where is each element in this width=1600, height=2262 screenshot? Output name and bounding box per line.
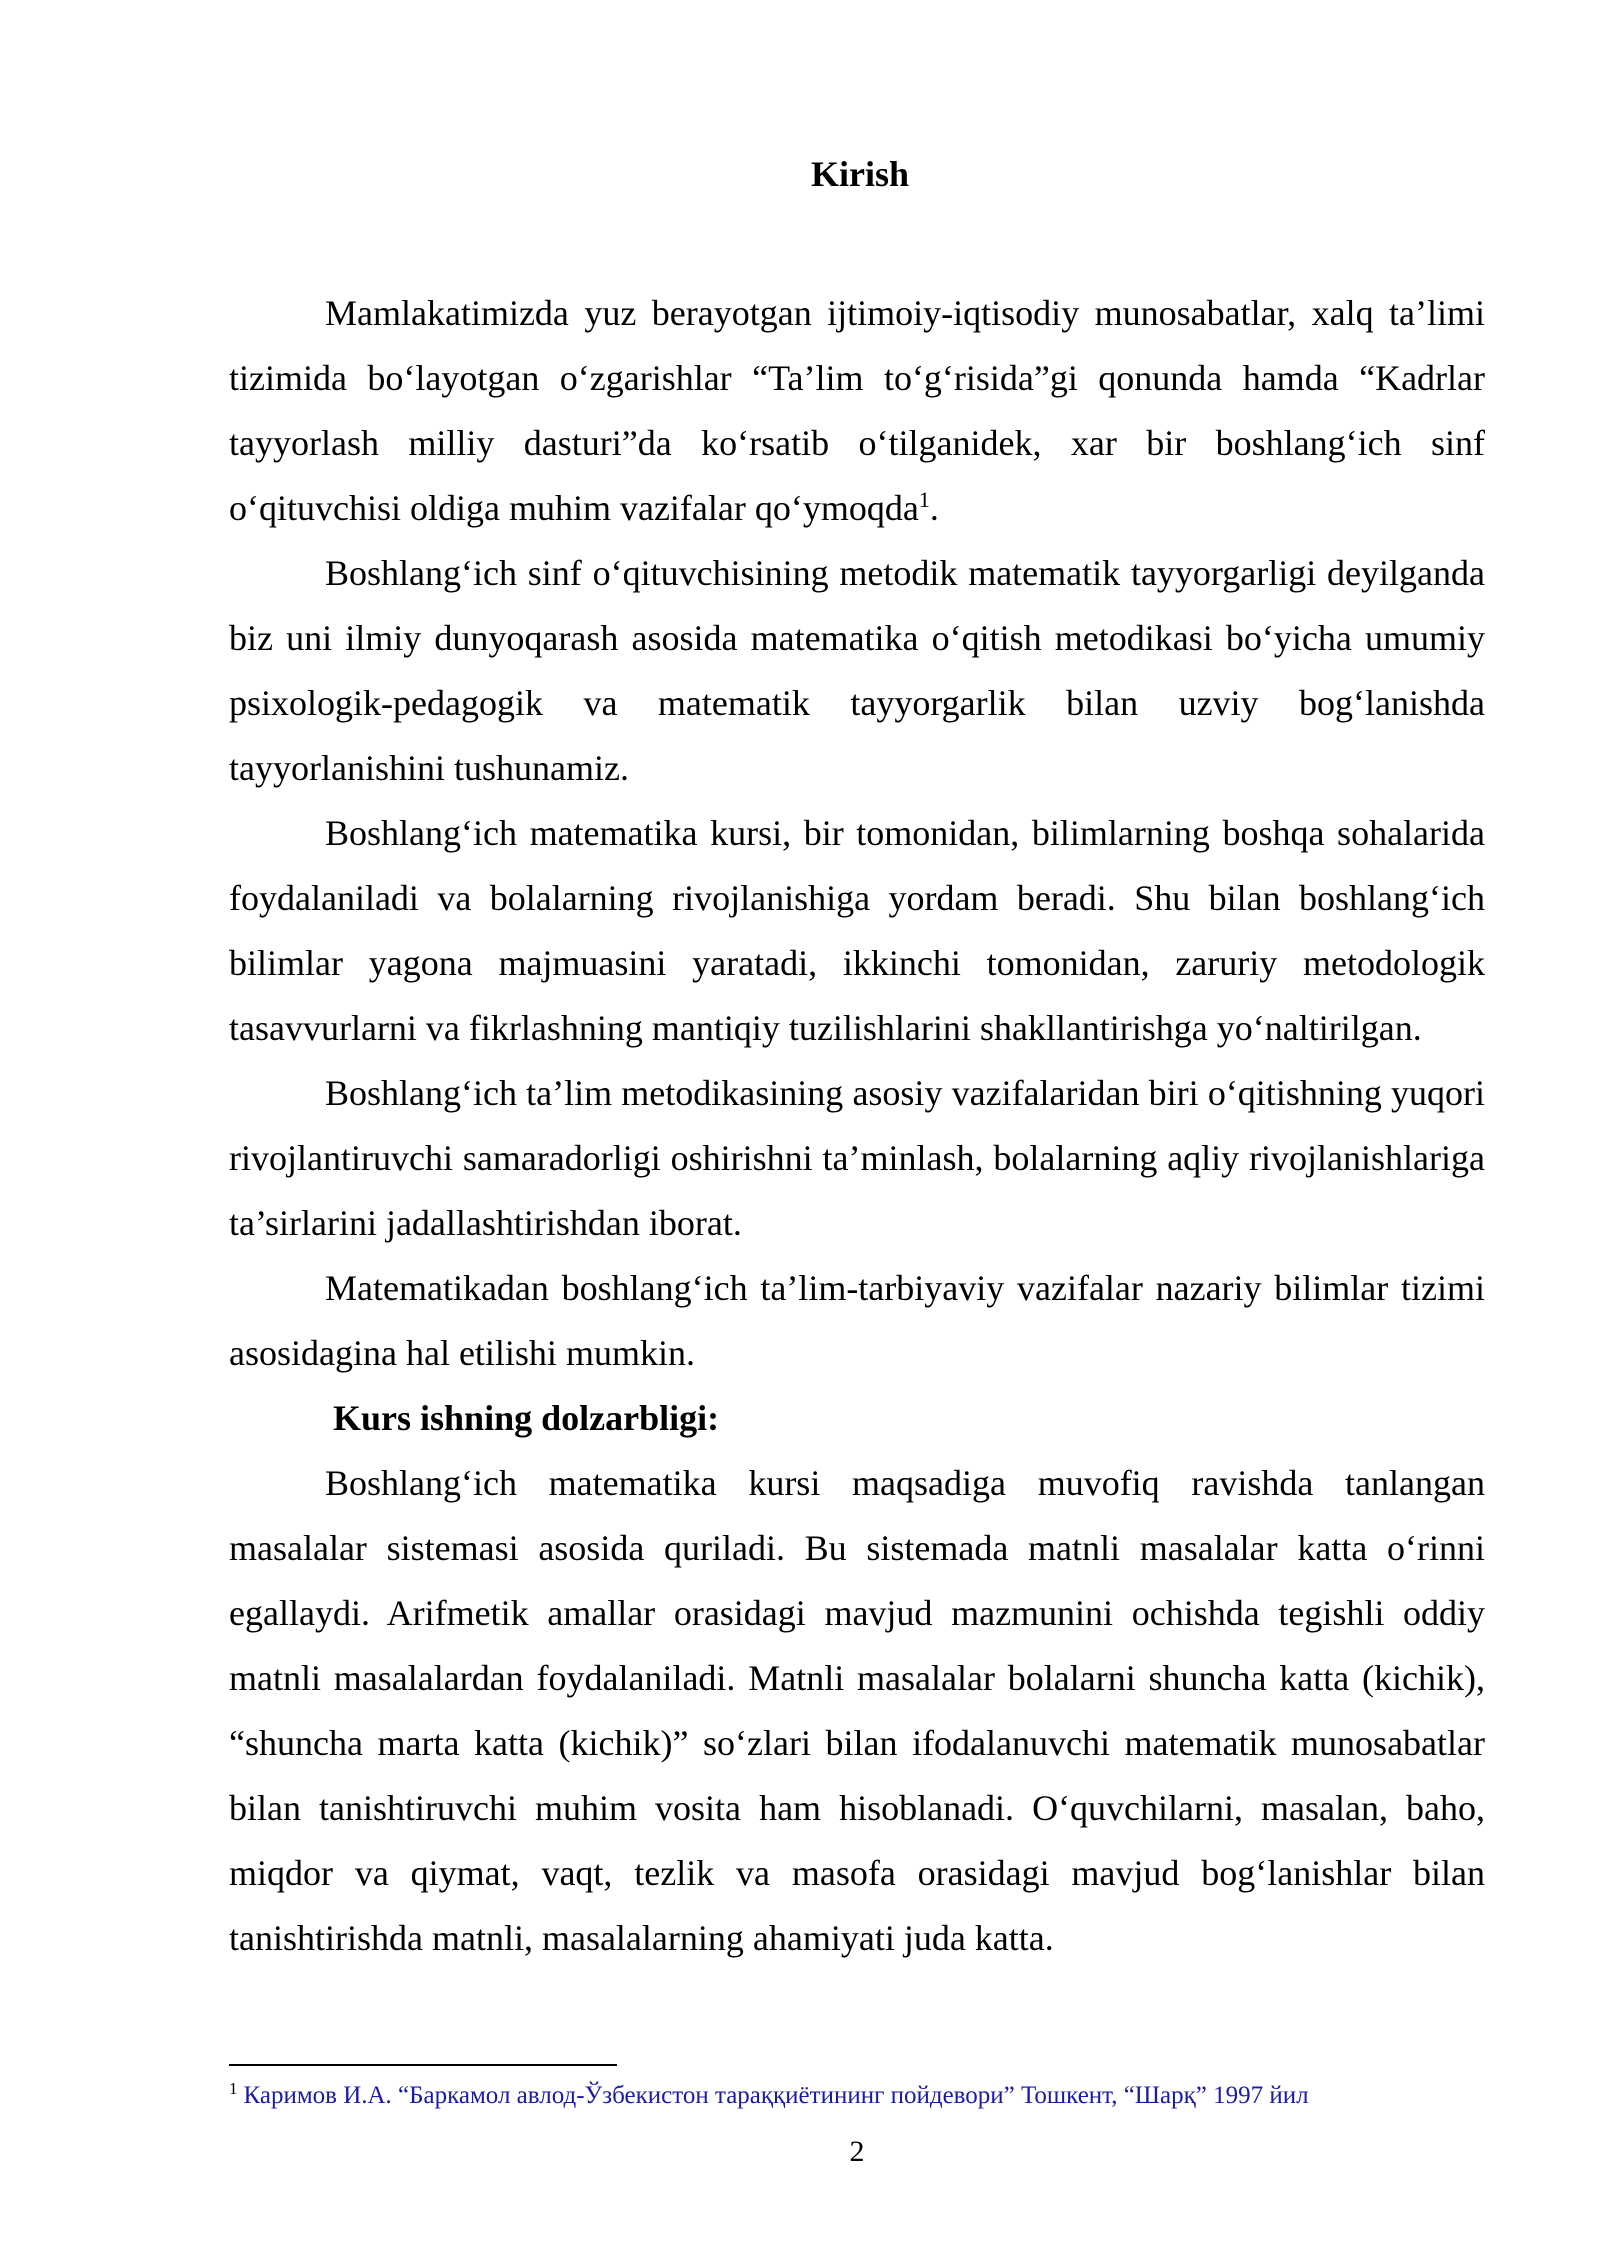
paragraph-5: Matematikadan boshlang‘ich ta’lim-tarbiyaviy vazifalar nazariy bilimlar tizimi asosidagina hal etilishi mumkin.: [229, 1268, 1485, 1373]
section-subheading: Kurs ishning dolzarbligi:: [333, 1398, 720, 1438]
paragraph-4: Boshlang‘ich ta’lim metodikasining asosiy vazifalaridan biri o‘qitishning yuqori rivojlantiruvchi samaradorligi oshirishni ta’minlash, bolalarning aqliy rivojlanishlariga ta’sirlarini jadallashtirishdan iborat.: [229, 1073, 1485, 1243]
body-text: [229, 281, 1485, 1971]
paragraph-1-text: Mamlakatimizda yuz berayotgan ijtimoiy-iqtisodiy munosabatlar, xalq ta’limi tizimida bo‘layotgan o‘zgarishlar “Ta’lim to‘g‘risida”gi qonunda hamda “Kadrlar tayyorlash milliy dasturi”da ko‘rsatib o‘tilganidek, xar bir boshlang‘ich sinf o‘qituvchisi oldiga muhim vazifalar qo‘ymoqda: [229, 293, 1485, 528]
footnote-reference[interactable]: 1: [918, 487, 930, 512]
paragraph-1-end: .: [929, 488, 939, 528]
footnote-mark: 1: [229, 2078, 238, 2098]
paragraph-3: Boshlang‘ich matematika kursi, bir tomonidan, bilimlarning boshqa sohalarida foydalaniladi va bolalarning rivojlanishiga yordam beradi. Shu bilan boshlang‘ich bilimlar yagona majmuasini yaratadi, ikkinchi tomonidan, zaruriy metodologik tasavvurlarni va fikrlashning mantiqiy tuzilishlarini shakllantirishga yo‘naltirilgan.: [229, 813, 1485, 1048]
paragraph-1: [229, 281, 1485, 541]
page-number: 2: [849, 2135, 865, 2168]
paragraph-2: Boshlang‘ich sinf o‘qituvchisining metodik matematik tayyorgarligi deyilganda biz uni ilmiy dunyoqarash asosida matematika o‘qitish metodikasi bo‘yicha umumiy psixologik-pedagogik va matematik tayyorgarlik bilan uzviy bog‘lanishda tayyorlanishini tushunamiz.: [229, 553, 1485, 788]
footnote: [229, 2078, 1529, 2114]
page-title: Kirish: [810, 154, 909, 194]
footnote-text[interactable]: Каримов И.А. “Баркамол авлод-Ўзбекистон тараққиётининг пойдевори” Тошкент, “Шарқ” 1997 йил: [243, 2082, 1309, 2109]
paragraph-6: Boshlang‘ich matematika kursi maqsadiga muvofiq ravishda tanlangan masalalar sistemasi asosida quriladi. Bu sistemada matnli masalalar katta o‘rinni egallaydi. Arifmetik amallar orasidagi mavjud mazmunini ochishda tegishli oddiy matnli masalalardan foydalaniladi. Matnli masalalar bolalarni shuncha katta (kichik), “shuncha marta katta (kichik)” so‘zlari bilan ifodalanuvchi matematik munosabatlar bilan tanishtiruvchi muhim vosita ham hisoblanadi. O‘quvchilarni, masalan, baho, miqdor va qiymat, vaqt, tezlik va masofa orasidagi mavjud bog‘lanishlar bilan tanishtirishda matnli, masalalarning ahamiyati juda katta.: [229, 1463, 1485, 1958]
footnote-divider: [229, 2064, 617, 2066]
